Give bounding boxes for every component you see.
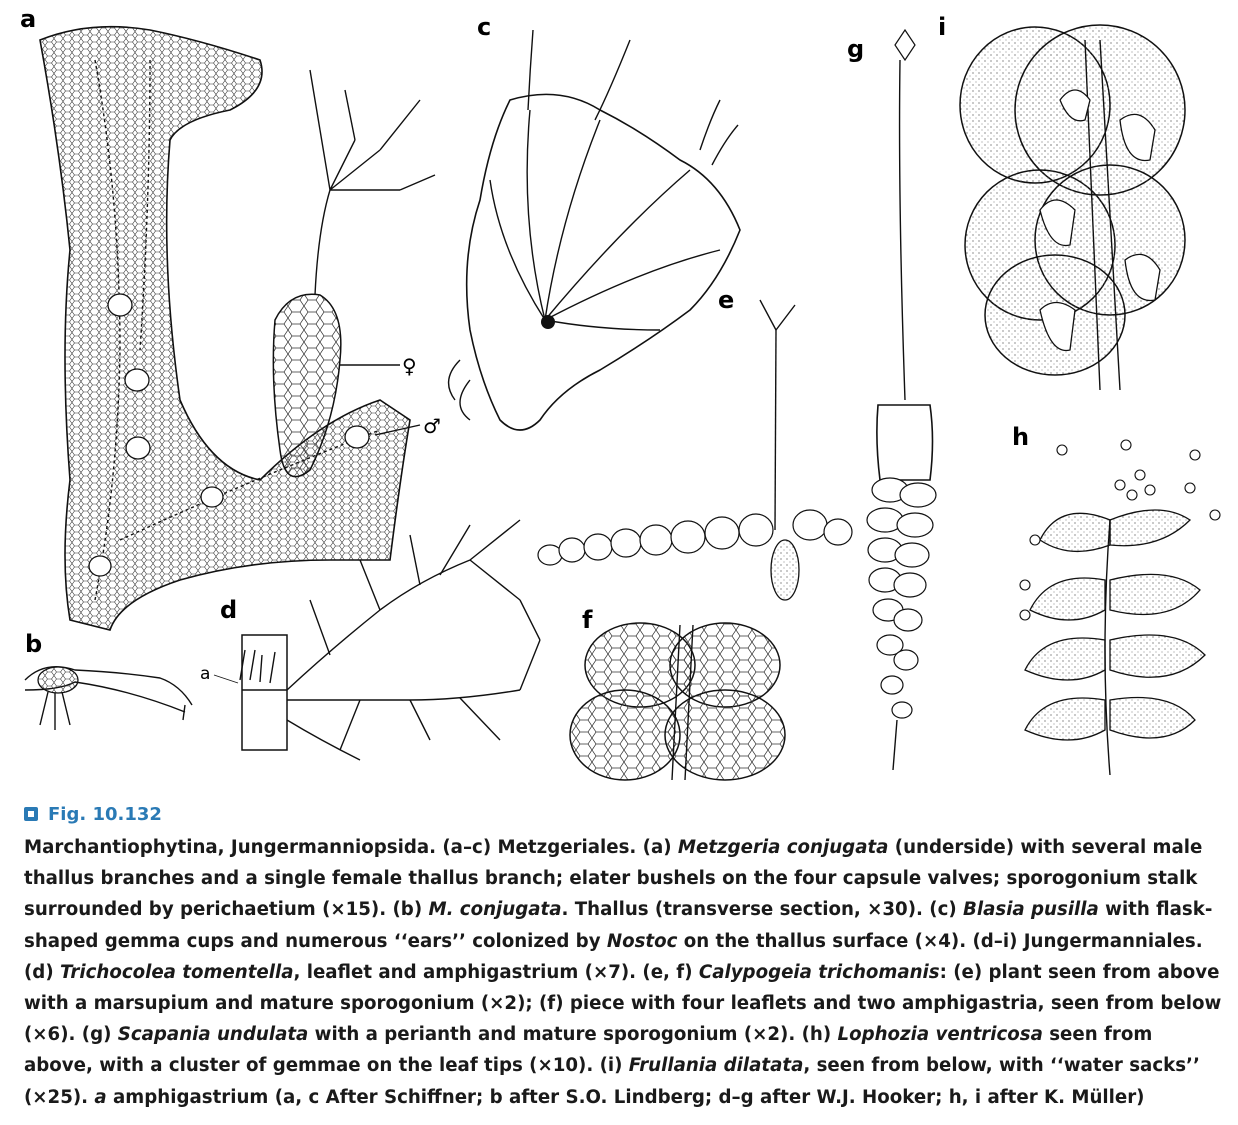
figure-number: Fig. 10.132 [48, 803, 162, 825]
panel-c-drawing [449, 30, 740, 430]
caption-italic-segment: Calypogeia trichomanis [698, 961, 940, 983]
panel-i-drawing [960, 25, 1185, 390]
caption-italic-segment: Lophozia ventricosa [837, 1024, 1043, 1046]
amphigastrium-callout: a [200, 664, 211, 684]
panel-label-g: g [847, 35, 865, 63]
caption-segment: (underside) with several male thallus branches and a single female thallus branch; elater bushels on the four capsule valves; sporogonium stalk surrounded by perichaetium (×15). (b) [24, 837, 1203, 921]
caption-segment: seen from above, with a cluster of gemmae on the leaf tips (×10). (i) [24, 1024, 1153, 1077]
caption-segment: with flask-shaped gemma cups and numerous ‘‘ears’’ colonized by [24, 899, 1213, 952]
panel-label-d: d [220, 596, 238, 624]
caption-italic-segment: Metzgeria conjugata [677, 837, 889, 858]
panel-label-i: i [938, 13, 947, 41]
panel-h-drawing [1020, 440, 1220, 775]
panel-label-h: h [1012, 423, 1030, 451]
caption-italic-segment: Blasia pusilla [963, 899, 1099, 921]
figure-heading [24, 800, 162, 828]
caption-italic-segment: Trichocolea tomentella [59, 961, 294, 983]
caption-segment: : (e) plant seen from above with a marsupium and mature sporogonium (×2); (f) piece with four leaflets and two amphigastria, seen from below (×6). (g) [24, 961, 1222, 1046]
caption-italic-segment: Scapania undulata [117, 1024, 309, 1046]
caption-segment: , seen from below, with ‘‘water sacks’’ (×25). [24, 1055, 1200, 1108]
panel-b-drawing [25, 667, 192, 730]
panel-f-drawing [570, 623, 785, 780]
panel-label-c: c [477, 13, 492, 41]
panel-label-a: a [20, 5, 37, 33]
panel-a-drawing [40, 27, 435, 630]
caption-italic-segment: Nostoc [606, 930, 678, 952]
caption-segment: amphigastrium (a, c After Schiffner; b after S.O. Lindberg; d–g after W.J. Hooker; h, i after K. Müller) [106, 1086, 1145, 1108]
caption-italic-segment: a [94, 1086, 107, 1108]
panel-label-b: b [25, 630, 43, 658]
caption-segment: . Thallus (transverse section, ×30). (c) [561, 899, 963, 921]
caption-segment: , leaflet and amphigastrium (×7). (e, f) [293, 961, 699, 983]
panel-label-e: e [718, 286, 735, 314]
figure-marker-icon [24, 807, 38, 821]
caption-italic-segment: Frullania dilatata [628, 1055, 804, 1077]
panel-g-drawing [867, 30, 936, 770]
male-symbol: ♂ [423, 414, 441, 438]
caption-segment: Marchantiophytina, Jungermanniopsida. (a–c) Metzgeriales. (a) [24, 837, 678, 858]
panel-label-f: f [582, 606, 593, 634]
female-symbol: ♀ [402, 354, 417, 378]
caption-segment: with a perianth and mature sporogonium (×2). (h) [308, 1024, 838, 1046]
caption-segment: on the thallus surface (×4). (d–i) Jungermanniales. (d) [24, 930, 1203, 983]
figure-caption [24, 832, 1224, 1113]
caption-italic-segment: M. conjugata [428, 899, 562, 921]
